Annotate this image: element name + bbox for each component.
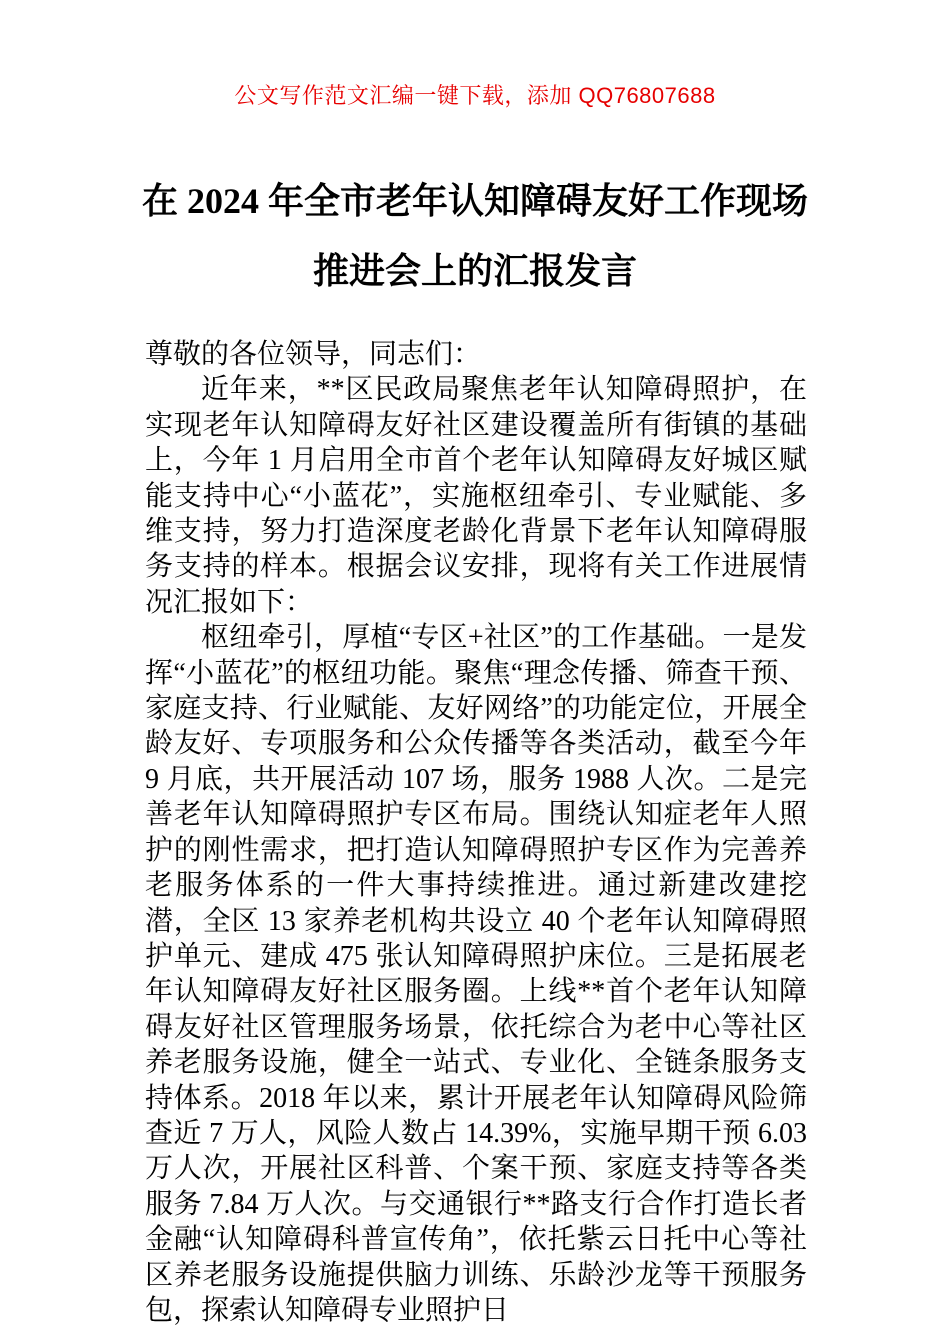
promo-banner: 公文写作范文汇编一键下载，添加 QQ76807688 — [234, 83, 716, 108]
intro-paragraph: 近年来，**区民政局聚焦老年认知障碍照护，在实现老年认知障碍友好社区建设覆盖所有街镇的基础上，今年 1 月启用全市首个老年认知障碍友好城区赋能支持中心“小蓝花”，实施枢纽牵引、专业赋能、多维支持，努力打造深度老龄化背景下老年认知障碍服务支持的样本。根据会议安排，现将有关工作进展情况汇报如下： — [145, 374, 807, 618]
title-line-2: 推进会上的汇报发言 — [312, 251, 637, 291]
main-paragraph: 枢纽牵引，厚植“专区+社区”的工作基础。一是发挥“小蓝花”的枢纽功能。聚焦“理念传播、筛查干预、家庭支持、行业赋能、友好网络”的功能定位，开展全龄友好、专项服务和公众传播等各类活动，截至今年 9 月底，共开展活动 107 场，服务 1988 人次。二是完善老年认知障碍照护专区布局。围绕认知症老年人照护的刚性需求，把打造认知障碍照护专区作为完善养老服务体系的一件大事持续推进。通过新建改建挖潜，全区 13 家养老机构共设立 40 个老年认知障碍照护单元、建成 475 张认知障碍照护床位。三是拓展老年认知障碍友好社区服务圈。上线**首个老年认知障碍友好社区管理服务场景，依托综合为老中心等社区养老服务设施，健全一站式、专业化、全链条服务支持体系。2018 年以来，累计开展老年认知障碍风险筛查近 7 万人，风险人数占 14.39%，实施早期干预 6.03 万人次，开展社区科普、个案干预、家庭支持等各类服务 7.84 万人次。与交通银行**路支行合作打造长者金融“认知障碍科普宣传角”，依托紫云日托中心等社区养老服务设施提供脑力训练、乐龄沙龙等干预服务包，探索认知障碍专业照护日 — [145, 622, 807, 1326]
document-body — [145, 337, 807, 1328]
title-line-1: 在 2024 年全市老年认知障碍友好工作现场 — [141, 181, 808, 221]
document-title — [0, 166, 950, 306]
salutation: 尊敬的各位领导，同志们： — [145, 339, 482, 370]
